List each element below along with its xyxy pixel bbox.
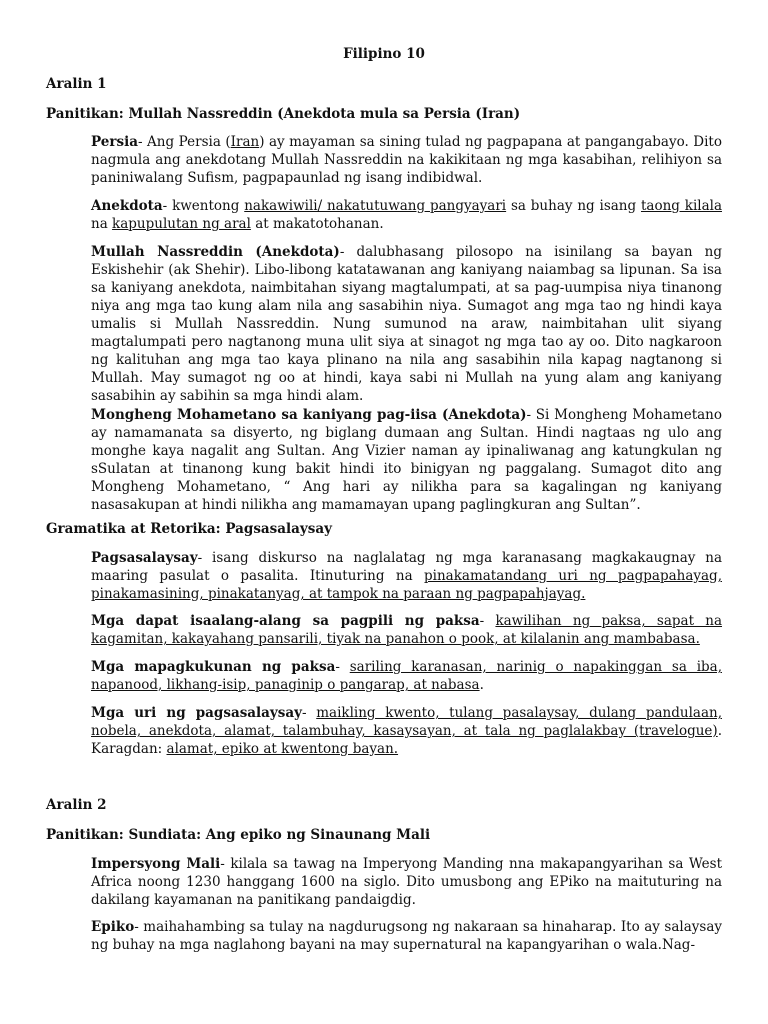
paragraph-persia: Persia- Ang Persia (Iran) ay mayaman sa sining tulad ng pagpapana at pangangabayo. Dito nagmula ang anekdotang Mullah Nassreddin na kakikitaan ng mga kasabihan, relihiyon sa paniniwalang Sufism, pagpapaunlad ng isang indibidwal. — [91, 134, 722, 186]
term-impersyong: Impersyong Mali — [91, 856, 221, 872]
term-mullah: Mullah Nassreddin (Anekdota) — [91, 244, 340, 260]
lesson-1-heading: Aralin 1 — [46, 76, 107, 92]
term-epiko: Epiko — [91, 919, 135, 935]
paragraph-pagsasalaysay: Pagsasalaysay- isang diskurso na naglalatag ng mga karanasang magkakaugnay na maaring pasulat o pasalita. Itinuturing na pinakamatandang uri ng pagpapahayag, pinakamasining, pinakatanyag, at tampok na paraan ng pagpapahjayag. — [91, 550, 722, 602]
term-pagsasalaysay: Pagsasalaysay — [91, 550, 198, 566]
term-isaalang: Mga dapat isaalang-alang sa pagpili ng paksa — [91, 613, 480, 629]
term-anekdota: Anekdota — [91, 198, 163, 214]
term-mongheng: Mongheng Mohametano sa kaniyang pag-iisa (Anekdota) — [91, 407, 527, 423]
paragraph-isaalang-alang: Mga dapat isaalang-alang sa pagpili ng paksa- kawilihan ng paksa, sapat na kagamitan, kakayahang pansarili, tiyak na panahon o pook, at kilalanin ang mambabasa. — [91, 613, 723, 647]
paragraph-uri-ng-pagsasalaysay: Mga uri ng pagsasalaysay- maikling kwento, tulang pasalaysay, dulang pandulaan, nobela, anekdota, alamat, talambuhay, kasaysayan, at tala ng paglalakbay (travelogue). Karagdan: alamat, epiko at kwentong bayan. — [91, 705, 722, 757]
term-persia: Persia — [91, 134, 138, 150]
paragraph-anekdota: Anekdota- kwentong nakawiwili/ nakatutuwang pangyayari sa buhay ng isang taong kilala na kapupulutan ng aral at makatotohanan. — [91, 198, 722, 232]
paragraph-mullah-nassreddin: Mullah Nassreddin (Anekdota)- dalubhasang pilosopo na isinilang sa bayan ng Eskishehir (ak Shehir). Libo-libong katatawanan ang kaniyang naiambag sa lipunan. Sa isa sa kaniyang anekdota, naimbitahan siyang magtalumpati, at sa pag-uumpisa niya tinanong niya ang mga tao kung alam nila ang sasabihin niya. Sumagot ang mga tao ng hindi kaya umalis si Mullah Nassreddin. Nung sumunod na araw, naimbitahan ulit siyang magtalumpati pero nagtanong muna ulit siya at sinagot ng mga tao ay oo. Dito nagkaroon ng kalituhan ang mga tao kaya plinano na nila ang sasabihin nila kapag nagtanong si Mullah. May sumagot ng oo at hindi, kaya sabi ni Mullah na yung alam ang kaniyang sasabihin ay sabihin sa mga hindi alam. — [91, 244, 722, 404]
paragraph-mapagkukunan: Mga mapagkukunan ng paksa- sariling karanasan, narinig o napakinggan sa iba, napanood, likhang-isip, panaginip o pangarap, at nabasa. — [91, 659, 722, 693]
paragraph-epiko: Epiko- maihahambing sa tulay na nagdurugsong ng nakaraan sa hinaharap. Ito ay salaysay ng buhay na mga naglahong bayani na may supernatural na kapangyarihan o wala.Nag- — [91, 919, 722, 953]
lesson-2-heading: Aralin 2 — [46, 797, 107, 813]
grammar-heading: Gramatika at Retorika: Pagsasalaysay — [46, 521, 332, 537]
lesson-2-literature-heading: Panitikan: Sundiata: Ang epiko ng Sinaunang Mali — [46, 827, 431, 843]
paragraph-mongheng-mohametano: Mongheng Mohametano sa kaniyang pag-iisa (Anekdota)- Si Mongheng Mohametano ay namamanata sa disyerto, ng biglang dumaan ang Sultan. Hindi nagtaas ng ulo ang monghe kaya nagalit ang Sultan. Ang Vizier naman ay ipinaliwanag ang katungkulan ng sSulatan at tinanong kung bakit hindi ito binigyan ng paggalang. Sumagot dito ang Mongheng Mohametano, “ Ang hari ay nilikha para sa kagalingan ng kaniyang nasasakupan at hindi nilikha ang mamamayan upang paglingkuran ang Sultan”. — [91, 407, 722, 513]
term-mapagkukunan: Mga mapagkukunan ng paksa — [91, 659, 336, 675]
term-uri: Mga uri ng pagsasalaysay — [91, 705, 302, 721]
lesson-1-literature-heading: Panitikan: Mullah Nassreddin (Anekdota mula sa Persia (Iran) — [46, 106, 521, 122]
paragraph-impersyong-mali: Impersyong Mali- kilala sa tawag na Imperyong Manding nna makapangyarihan sa West Africa noong 1230 hanggang 1600 na siglo. Dito umusbong ang EPiko na maituturing na dakilang kayamanan na panitikang pandaigdig. — [91, 856, 722, 908]
document-title: Filipino 10 — [343, 46, 425, 62]
